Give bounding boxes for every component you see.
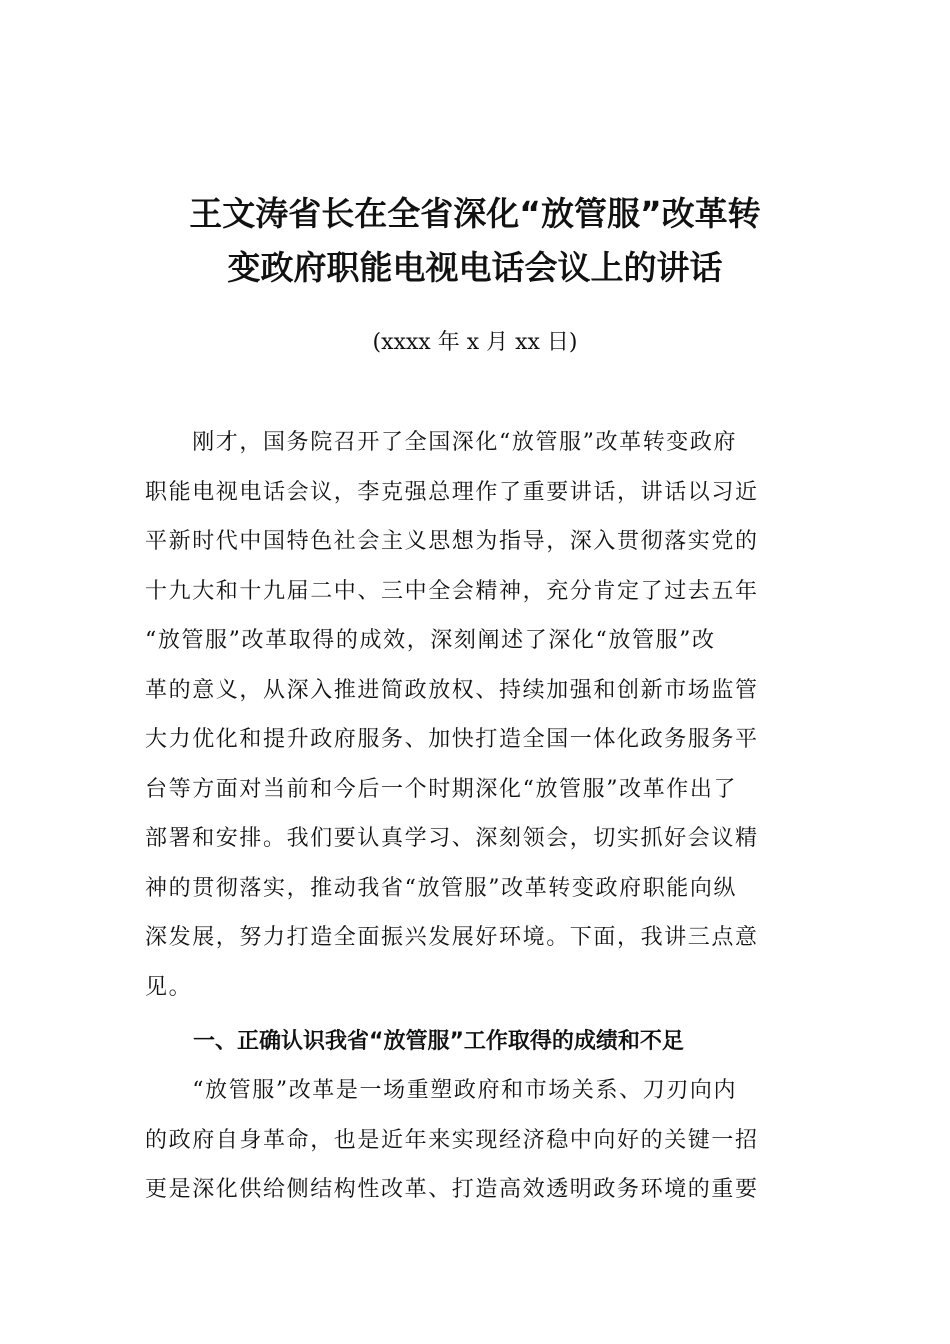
paragraph-line: 平新时代中国特色社会主义思想为指导，深入贯彻落实党的: [145, 529, 759, 554]
document-title-line-1: 王文涛省长在全省深化“放管服”改革转: [189, 194, 761, 233]
section-heading: 一、正确认识我省“放管服”工作取得的成绩和不足: [193, 1029, 684, 1054]
paragraph-line: 革的意义，从深入推进简政放权、持续加强和创新市场监管: [145, 677, 759, 703]
paragraph-line: 更是深化供给侧结构性改革、打造高效透明政务环境的重要: [145, 1177, 759, 1202]
document-title-line-2: 变政府职能电视电话会议上的讲话: [227, 248, 723, 287]
paragraph-line: 的政府自身革命，也是近年来实现经济稳中向好的关键一招: [145, 1127, 759, 1153]
paragraph-line: 神的贯彻落实，推动我省“放管服”改革转变政府职能向纵: [145, 875, 738, 901]
paragraph-line: 刚才，国务院召开了全国深化“放管服”改革转变政府: [145, 430, 738, 455]
paragraph-line: 深发展，努力打造全面振兴发展好环境。下面，我讲三点意: [145, 925, 759, 950]
paragraph-intro: [145, 418, 810, 1012]
paragraph-line: 部署和安排。我们要认真学习、深刻领会，切实抓好会议精: [145, 826, 759, 851]
document-date: (xxxx 年 x 月 xx 日): [372, 330, 578, 355]
paragraph-line: 职能电视电话会议，李克强总理作了重要讲话，讲话以习近: [145, 479, 759, 505]
paragraph-line: 见。: [145, 974, 193, 1000]
paragraph-line: 台等方面对当前和今后一个时期深化“放管服”改革作出了: [145, 776, 738, 802]
paragraph-line: 大力优化和提升政府服务、加快打造全国一体化政务服务平: [145, 727, 759, 752]
paragraph-section-1: [145, 1066, 810, 1215]
paragraph-line: 十九大和十九届二中、三中全会精神，充分肯定了过去五年: [145, 578, 759, 604]
paragraph-line: “放管服”改革是一场重塑政府和市场关系、刀刃向内: [145, 1078, 738, 1103]
paragraph-line: “放管服”改革取得的成效，深刻阐述了深化“放管服”改: [145, 628, 716, 653]
